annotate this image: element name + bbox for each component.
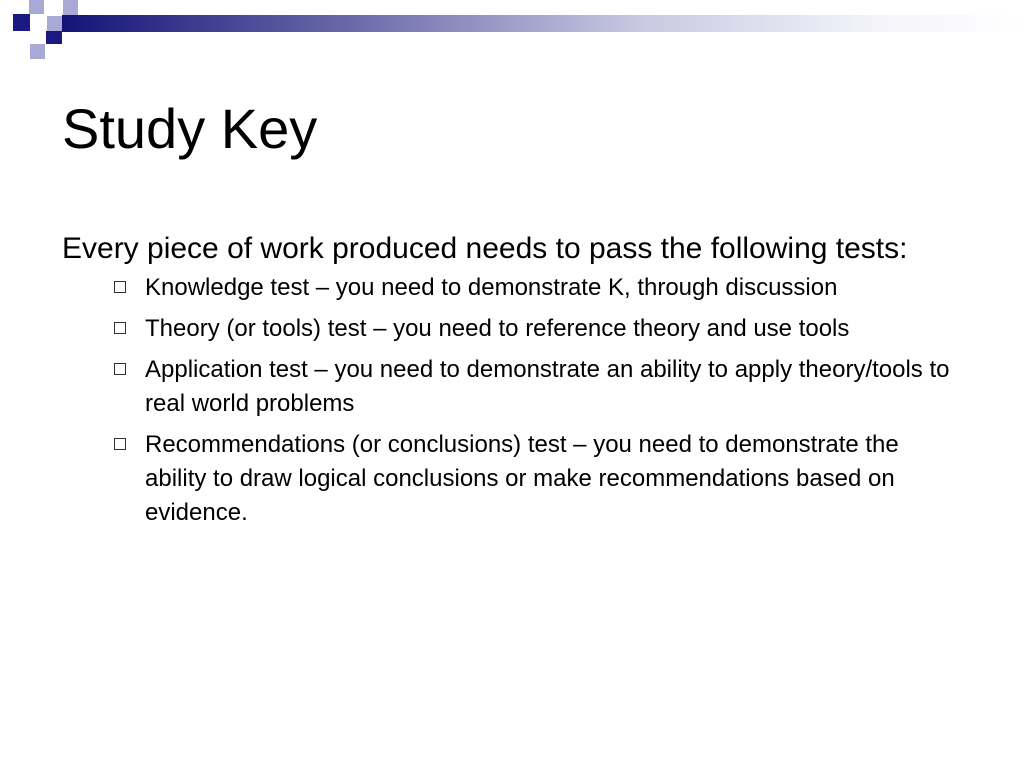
decor-square-lavender: [29, 0, 44, 14]
list-item-text: Theory (or tools) test – you need to reference theory and use tools: [145, 315, 850, 342]
header-gradient-bar: [62, 15, 1024, 32]
hollow-square-icon: [114, 322, 126, 334]
list-item-text: Knowledge test – you need to demonstrate K, through discussion: [145, 274, 838, 301]
list-item: [62, 271, 962, 305]
list-item: [62, 428, 962, 530]
decor-square-lavender: [30, 44, 45, 59]
list-item-text: Application test – you need to demonstrate an ability to apply theory/tools to real world problems: [145, 356, 950, 417]
hollow-square-icon: [114, 438, 126, 450]
slide-title: Study Key: [62, 97, 318, 160]
decor-square-lavender: [63, 0, 78, 15]
decor-square-lavender: [47, 16, 62, 31]
list-item-text: Recommendations (or conclusions) test – you need to demonstrate the ability to draw logical conclusions or make recommendations based on evidence.: [145, 431, 899, 526]
list-item: [62, 353, 962, 421]
decor-square-navy: [46, 31, 62, 44]
hollow-square-icon: [114, 363, 126, 375]
intro-text: Every piece of work produced needs to pass the following tests:: [62, 232, 908, 265]
slide-body: [62, 229, 962, 537]
tests-list: [62, 271, 962, 530]
list-item: [62, 312, 962, 346]
hollow-square-icon: [114, 281, 126, 293]
decor-square-navy: [13, 14, 30, 31]
